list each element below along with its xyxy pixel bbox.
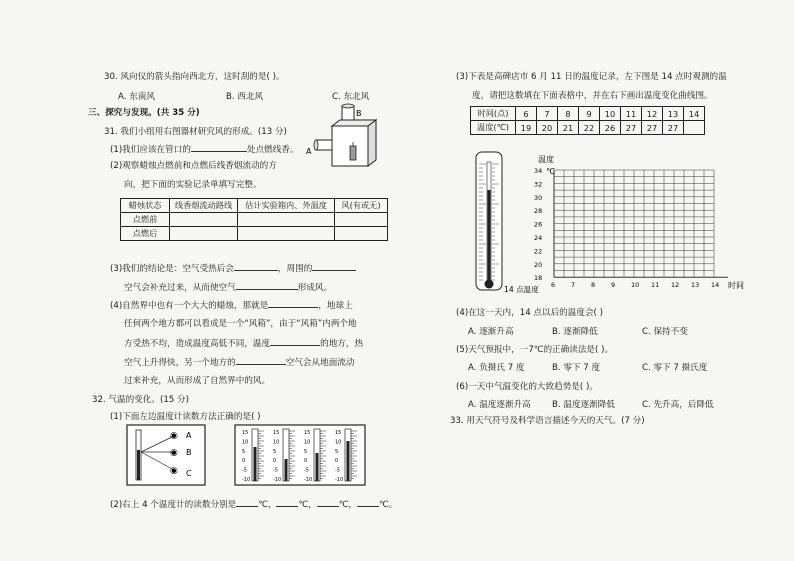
table-row	[471, 121, 705, 135]
temp-cell: 27	[642, 121, 663, 135]
temp-cell: 19	[516, 121, 537, 135]
graph-yunit: ℃	[546, 167, 555, 176]
table-answer-cell[interactable]	[334, 227, 387, 241]
q31-part4-blank-3[interactable]	[236, 355, 286, 365]
degree-unit: ℃，	[338, 500, 357, 510]
graph-ytick-label: 22	[534, 247, 543, 256]
degree-unit: ℃，	[258, 500, 277, 510]
eye-icon: ◉	[170, 466, 178, 476]
q31-part4-line4	[124, 355, 355, 368]
eye-label-b: B	[186, 448, 192, 457]
q32-part4-option-b: B. 逐渐降低	[552, 327, 598, 337]
scale-tick-label: 5	[273, 448, 277, 455]
q31-record-table	[120, 198, 388, 241]
q30-stem: 30. 风向仪的箭头指向西北方，这时刮的是( )。	[104, 72, 285, 82]
mercury-column	[347, 441, 350, 481]
temp-cell: 26	[600, 121, 621, 135]
graph-ytick-label: 26	[534, 220, 543, 229]
wind-box-apparatus-figure	[306, 100, 382, 180]
q32-part5-option-a: A. 负摄氏 7 度	[468, 363, 525, 373]
scale-tick-label: 0	[335, 458, 339, 465]
graph-xtick-label: 14	[711, 281, 720, 290]
scale-tick-label: -5	[273, 467, 278, 474]
thermometer-reading-eye-diagram	[126, 424, 206, 486]
table-row	[121, 213, 388, 227]
graph-xtick-label: 11	[651, 281, 660, 290]
scale-tick-label: 10	[273, 439, 280, 446]
q31-part3-blank-2[interactable]	[312, 261, 356, 271]
scale-tick-label: 10	[335, 439, 342, 446]
graph-ylabel: 温度	[538, 155, 554, 164]
table-row	[121, 199, 388, 213]
temp-row-label: 温度(℃)	[471, 121, 516, 135]
q31-part4-text-a: (4)自然界中也有一个大大的蜡烛，那就是	[110, 301, 269, 311]
table-row-label: 点燃后	[121, 227, 170, 241]
q32-reading-blank-4[interactable]	[357, 497, 379, 507]
q32-reading-blank-1[interactable]	[236, 497, 258, 507]
graph-ytick-label: 24	[534, 234, 543, 242]
graph-xtick-label: 13	[691, 281, 700, 290]
time-cell: 10	[600, 107, 621, 121]
temp-cell: 21	[558, 121, 579, 135]
graph-xtick-label: 8	[591, 281, 596, 290]
scale-tick-label: 0	[304, 458, 308, 465]
scale-tick-label: 5	[304, 448, 308, 455]
time-cell: 7	[537, 107, 558, 121]
scale-tick-label: -10	[304, 477, 313, 483]
graph-xtick-label: 12	[671, 281, 680, 290]
graph-ytick-label: 28	[534, 207, 543, 216]
q31-part4-line5: 过来补充，从而形成了自然界中的风。	[124, 376, 271, 386]
scale-tick-label: 0	[273, 458, 277, 465]
graph-ytick-label: 34	[534, 167, 543, 175]
mercury-column	[285, 459, 288, 481]
time-cell: 12	[642, 107, 663, 121]
scale-tick-label: 15	[273, 430, 280, 436]
eye-icon: ◉	[170, 448, 178, 458]
mercury-column	[254, 447, 257, 481]
q31-part3-text-c: 空气会补充过来，从而使空气	[124, 283, 236, 293]
q31-part2-line1: (2)观察蜡烛点燃前和点燃后线香烟流动的方	[110, 161, 277, 171]
graph-ytick-label: 20	[534, 260, 543, 269]
figure-label-b: B	[356, 109, 362, 118]
thermometer-caption: 14 点温度	[504, 285, 539, 294]
q31-part1-blank[interactable]	[191, 142, 247, 152]
table-header-cell: 风(有或无)	[334, 199, 387, 213]
q32-reading-blank-3[interactable]	[317, 497, 339, 507]
scale-tick-label: 10	[304, 439, 311, 446]
time-cell: 8	[558, 107, 579, 121]
degree-unit-end: ℃。	[378, 500, 398, 510]
eye-label-c: C	[186, 469, 192, 478]
table-row	[471, 107, 705, 121]
q32-part4-option-c: C. 保持不变	[642, 327, 688, 337]
q31-part3-text-a: (3)我们的结论是：空气受热后会	[110, 264, 234, 274]
table-row-label: 点燃前	[121, 213, 170, 227]
table-answer-cell[interactable]	[238, 227, 335, 241]
table-answer-cell[interactable]	[334, 213, 387, 227]
graph-xtick-label: 10	[631, 281, 640, 290]
q31-part4-text-b: ，地球上	[318, 301, 353, 311]
temperature-record-table	[470, 106, 705, 135]
q32-part6-option-a: A. 温度逐渐升高	[468, 400, 531, 410]
graph-ytick-label: 32	[534, 180, 543, 189]
q32-part2	[110, 497, 397, 510]
q32-part6-option-b: B. 温度逐渐降低	[552, 400, 615, 410]
table-answer-cell[interactable]	[170, 227, 238, 241]
q32-part2-text: (2)右上 4 个温度计的读数分别是	[110, 500, 237, 510]
q31-part4-text-d: 方受热不均，造成温度高低不同，温度	[124, 339, 271, 349]
q31-part3-line1	[110, 261, 356, 274]
q33-answer-area[interactable]	[456, 432, 746, 512]
q30-option-b: B. 西北风	[226, 92, 264, 102]
scale-tick-label: -10	[273, 477, 282, 483]
q32-part5-option-b: B. 零下 7 度	[552, 363, 601, 373]
scale-tick-label: 15	[242, 430, 249, 436]
q31-part1-text-b: 处点燃线香。	[246, 145, 299, 155]
table-answer-cell[interactable]	[170, 213, 238, 227]
four-thermometers-figure	[234, 424, 366, 486]
degree-unit: ℃，	[298, 500, 317, 510]
scale-tick-label: -5	[242, 467, 247, 474]
temperature-curve-grid	[528, 152, 758, 298]
scale-tick-label: 15	[304, 430, 311, 436]
scale-tick-label: 5	[242, 448, 246, 455]
eye-label-a: A	[186, 431, 192, 440]
q32-part3-line2: 度，请把这数填在下面表格中，并在右下画出温度变化曲线图。	[472, 91, 713, 101]
temp-cell: 20	[537, 121, 558, 135]
scale-tick-label: -5	[335, 467, 340, 474]
graph-xtick-label: 7	[571, 281, 576, 290]
q31-part2-line2: 向，把下面的实验记录单填写完整。	[124, 180, 262, 190]
table-header-cell: 估计实验箱内、外温度	[238, 199, 335, 213]
q31-part3-blank-1[interactable]	[234, 261, 278, 271]
time-cell: 9	[579, 107, 600, 121]
temp-cell: 27	[663, 121, 684, 135]
table-header-cell: 线香烟流动路线	[170, 199, 238, 213]
time-cell: 14	[684, 107, 705, 121]
q32-part6-option-c: C. 先升高，后降低	[642, 400, 714, 410]
scale-tick-label: 10	[242, 439, 249, 446]
q31-part1-text-a: (1)我们应该在管口的	[110, 145, 191, 155]
q31-part1	[110, 142, 299, 155]
eye-icon: ◉	[170, 431, 178, 441]
q31-part4-line1	[110, 298, 353, 311]
temp-cell[interactable]	[684, 121, 705, 135]
scale-tick-label: 15	[335, 430, 342, 436]
q33-stem: 33. 用天气符号及科学语言描述今天的天气。(7 分)	[450, 416, 645, 426]
q31-part3-blank-3[interactable]	[236, 280, 298, 290]
q32-part5-stem: (5)天气预报中，一7℃的正确读法是( )。	[456, 345, 614, 355]
q32-part1: (1)下面左边温度计读数方法正确的是( )	[110, 412, 261, 422]
graph-ytick-label: 18	[534, 274, 543, 283]
scale-tick-label: -5	[304, 467, 309, 474]
q30-option-c: C. 东北风	[332, 92, 370, 102]
q31-part4-line3	[124, 336, 363, 349]
q31-part3-line2	[124, 280, 332, 293]
q31-part3-text-b: ，周围的	[277, 264, 313, 274]
q32-part6-stem: (6)一天中气温变化的大致趋势是( )。	[456, 382, 598, 392]
q31-part4-text-e: 的地方，热	[320, 339, 364, 349]
q32-part5-option-c: C. 零下 7 摄氏度	[642, 363, 708, 373]
figure-label-a: A	[306, 147, 312, 156]
graph-ytick-label: 30	[534, 193, 543, 202]
time-cell: 6	[516, 107, 537, 121]
scale-tick-label: -10	[242, 477, 251, 483]
q31-part3-text-d: 形成风。	[297, 283, 333, 293]
graph-xtick-label: 9	[611, 281, 616, 290]
time-cell: 11	[621, 107, 642, 121]
q30-option-a: A. 东南风	[118, 92, 155, 102]
section-3-heading: 三、探究与发现。(共 35 分)	[88, 108, 200, 118]
scale-tick-label: 0	[242, 458, 246, 465]
table-answer-cell[interactable]	[238, 213, 335, 227]
q31-part4-line2: 任何两个地方都可以看成是一个“风箱”，由于“风箱”内两个地	[124, 319, 357, 329]
graph-xtick-label: 6	[551, 281, 556, 290]
temp-cell: 27	[621, 121, 642, 135]
time-cell: 13	[663, 107, 684, 121]
scale-tick-label: 5	[335, 448, 339, 455]
q32-part3-line1: (3)下表是高碑店市 6 月 11 日的温度记录，左下图是 14 点时观测的温	[456, 72, 727, 82]
q31-part4-blank-1[interactable]	[268, 298, 318, 308]
table-row	[121, 227, 388, 241]
mercury-column	[316, 453, 319, 481]
q31-stem: 31. 我们小组用右图器材研究风的形成。(13 分)	[104, 127, 287, 137]
q31-part4-text-f: 空气上升得快，另一个地方的	[124, 358, 236, 368]
scale-tick-label: -10	[335, 477, 344, 483]
table-header-cell: 蜡烛状态	[121, 199, 170, 213]
q32-reading-blank-2[interactable]	[276, 497, 298, 507]
q31-part4-text-g: 空气会从地面流动	[285, 358, 355, 368]
time-row-label: 时间(点)	[471, 107, 516, 121]
graph-xlabel: 时间	[728, 281, 744, 290]
q31-part4-blank-2[interactable]	[270, 336, 320, 346]
temp-cell: 22	[579, 121, 600, 135]
q32-part4-option-a: A. 逐渐升高	[468, 327, 514, 337]
graph-grid-lines[interactable]	[534, 167, 728, 289]
q32-part4-stem: (4)在这一天内，14 点以后的温度会( )	[456, 308, 603, 318]
q32-stem: 32. 气温的变化。(15 分)	[92, 395, 189, 405]
